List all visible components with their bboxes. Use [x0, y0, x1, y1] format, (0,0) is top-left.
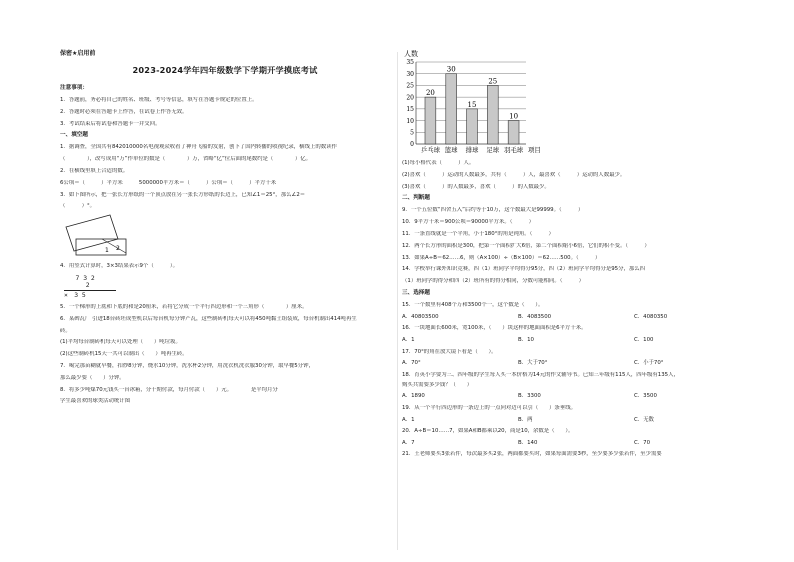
option-b[interactable]: B．大于70°: [518, 360, 548, 367]
x-tick-label: 乒乓球: [420, 146, 440, 154]
rectangles-diagram: [60, 213, 140, 257]
mult-row: 2: [64, 281, 90, 290]
question-line: 15．一个数里有408个万和3500个一，这个数是（ ）。: [402, 301, 544, 308]
chart-question: (2)喜欢（ ）运动的人数最多，共有（ ）人，最喜欢（ ）运动的人数最少。: [402, 171, 626, 178]
question-line: 16．一块地面长600米，宽100米，（ ）块这样的地面面积是6平方千米。: [402, 325, 587, 332]
x-tick-label: 足球: [486, 146, 500, 154]
question-line: 14．学校举行课外知识竞赛，四（1）班同学平均得分95分，四（2）班同学平均得分是95分，那么四: [402, 266, 646, 273]
notice-item: 2．答题时必须在答题卡上作答，在试卷上作答无效。: [60, 108, 188, 115]
y-tick-label: 35: [406, 59, 414, 67]
y-tick-label: 30: [406, 70, 414, 78]
x-tick-label: 篮球: [444, 146, 458, 154]
question-line: 4．用竖式计算时，3×3结果表示9个（ ）。: [60, 263, 178, 270]
question-line: 18．育英小学要为三、四年级的学生每人买一本价格为14元的作文辅导书。已知三年级有115人，四年级有135人，: [402, 371, 679, 378]
question-line: 13．如果A÷B＝62……6，则（A×100）÷（B×100）＝62……500。（ ）: [402, 254, 601, 261]
question-line: 21．王老师要买3张若件，每次最多买2张，两面都要买时，如果每面需要3秒，至少要多少张若件，至少需要: [402, 451, 662, 458]
question-line: 12．两个长方形的面积是300，把第一个面积扩大6倍，第二个面积缩小6倍，它们的积不变。（ ）: [402, 242, 650, 249]
angle-2-label: 2: [116, 245, 120, 253]
question-line: 19．从一个平行四边形的一条边上的一点向对边可以引（ ）条垂线。: [402, 404, 576, 411]
option-c[interactable]: C．70: [634, 439, 651, 446]
options-row: [402, 337, 754, 344]
question-line: （1）班同学的得分和四（2）班所有的得分相同，分数可能相同。（ ）: [402, 278, 585, 285]
y-axis-label: 人数: [404, 50, 418, 58]
chart-question: (1)每小格代表（ ）人。: [402, 160, 475, 166]
bar-value-label: 20: [425, 89, 435, 98]
question-line: 20．A÷B＝10……7，如果A和B都乘以20，商是10，余数是（ ）。: [402, 428, 574, 435]
question-line: 5．一个梯形的上底和下底的和是20厘米，若将它分成一个平行四边形和一个三角形（ ）厘米。: [60, 304, 308, 311]
option-a[interactable]: A．1890: [402, 393, 425, 400]
mult-row: 7 3 2: [64, 273, 95, 282]
angle-1-label: 1: [105, 247, 109, 255]
options-row: [402, 417, 754, 424]
option-b[interactable]: B．两: [518, 416, 533, 423]
option-c[interactable]: C．小于70°: [634, 360, 664, 367]
question-line: 7．喝完那苗糊就早餐，扣炒8分钟，烧水10分钟，洗水杯2分钟，用洗衣机洗衣服30分钟，取早餐5分钟，: [60, 363, 314, 370]
left-column: [60, 48, 390, 410]
option-b[interactable]: B．3300: [518, 393, 541, 400]
options-row: [402, 393, 754, 400]
exam-title: 2023-2024学年四年级数学下学期开学摸底考试: [132, 65, 318, 75]
y-tick-label: 5: [410, 129, 414, 137]
option-b[interactable]: B．4083500: [518, 313, 552, 320]
x-axis-label: 项目: [528, 146, 541, 154]
column-divider: [397, 52, 398, 550]
option-c[interactable]: C．100: [634, 337, 654, 344]
question-line: 2．在横线里填上合适的数。: [60, 167, 129, 174]
options-row: [402, 360, 754, 367]
question-line: 购买共需要多少钱？（ ）: [402, 381, 473, 388]
question-line: 学生最喜欢的球类活动统计图: [60, 398, 131, 405]
options-row: [402, 440, 754, 447]
section-judge-heading: 二、判断题: [402, 195, 430, 202]
chart-question: (3)喜欢（ ）的人数最多，喜欢（ ）的人数最少。: [402, 183, 550, 190]
ball-games-chart: [402, 48, 754, 160]
notice-item: 1．答题前，务必将自己的姓名、班级、考号等信息，填写在答题卡规定的位置上。: [60, 97, 258, 103]
bar: [446, 74, 457, 144]
notice-item: 3．考试结束后将试卷和答题卡一并交回。: [60, 120, 161, 127]
question-line: （ ）°。: [60, 203, 96, 210]
multiplication-vertical: [64, 275, 390, 299]
question-line: 3．如下图所示，把一张长方形纸的一个顶点放在另一张长方形纸的长边上，已知∠1＝25°，那么∠2＝: [60, 191, 306, 198]
option-a[interactable]: A．70°: [402, 360, 421, 367]
bar-chart-svg: [402, 48, 754, 160]
option-c[interactable]: C．4080350: [634, 313, 668, 320]
mult-row: × 3 5: [64, 290, 86, 299]
question-line: 6公顷＝（ ）平方米 5000000平方米＝（ ）公顷＝（ ）平方千米: [60, 179, 277, 186]
question-line: 9．一个五位数“四舍五入”后约等于10万，这个数最大是99999。（ ）: [402, 207, 584, 214]
x-tick-label: 羽毛球: [504, 146, 524, 154]
y-tick-label: 10: [406, 117, 414, 125]
angle-figure: [60, 213, 390, 257]
question-line: 10．9平方千米＝900公顷＝90000平方米。（ ）: [402, 219, 535, 226]
section-fill-heading: 一、填空题: [60, 132, 88, 139]
question-line: 8．将多少吨煤70元钱买一台冰箱，分十期付款，每月付款（ ）元。 是平均月分: [60, 386, 278, 393]
option-c[interactable]: C．无数: [634, 416, 654, 423]
secret-mark: 保密★启用前: [60, 50, 96, 57]
question-line: 那么最少要（ ）分钟。: [60, 374, 125, 381]
question-line: （ ），改写成用“万”作单位的数是（ ）万，省略“亿”位后面的尾数约是（ ）亿。: [60, 156, 312, 163]
option-b[interactable]: B．140: [518, 439, 538, 446]
question-line: 砖。: [60, 327, 71, 334]
bar: [487, 85, 498, 144]
options-row: [402, 314, 754, 321]
question-line: 11．一条直线就是一个平角，小于180°的角是钝角。（ ）: [402, 230, 554, 237]
option-a[interactable]: A．7: [402, 439, 415, 446]
question-line: 6．某碑瓦厂 引进18台砖坯成型机以后每台机每分钟产瓦，这些制砖机每天可以将450吨黏土组装成，每台机制出414吨再生: [60, 315, 357, 322]
question-line: 1．据调查，全国共有842010000名电视观众收看了神舟飞船的发射，创下了国内转播的收视纪录，横线上的数读作: [60, 144, 337, 151]
bar: [508, 121, 519, 144]
bar-value-label: 25: [488, 77, 498, 86]
option-a[interactable]: A．1: [402, 337, 415, 344]
question-line: (1)平均每台制砖机每天可以处理（ ）吨垃圾。: [60, 339, 181, 346]
bar-value-label: 15: [467, 100, 477, 109]
x-tick-label: 排球: [465, 146, 479, 154]
question-line: 17．70°的角在放大镜下看是（ ）。: [402, 348, 497, 355]
notice-heading: 注意事项：: [60, 85, 88, 91]
y-tick-label: 20: [406, 94, 414, 102]
option-a[interactable]: A．1: [402, 416, 415, 423]
section-choice-heading: 三、选择题: [402, 289, 430, 296]
option-b[interactable]: B．10: [518, 337, 534, 344]
option-a[interactable]: A．40803500: [402, 313, 439, 320]
question-line: (2)这些制砖机15天一共可以制出（ ）吨再生砖。: [60, 351, 188, 358]
bar: [425, 97, 436, 144]
right-column: [402, 48, 754, 463]
option-c[interactable]: C．3500: [634, 393, 657, 400]
bar-value-label: 10: [509, 112, 519, 121]
y-tick-label: 0: [410, 141, 414, 149]
y-tick-label: 25: [406, 82, 414, 90]
y-tick-label: 15: [406, 106, 414, 114]
bar-value-label: 30: [446, 65, 456, 74]
bar: [467, 109, 478, 144]
